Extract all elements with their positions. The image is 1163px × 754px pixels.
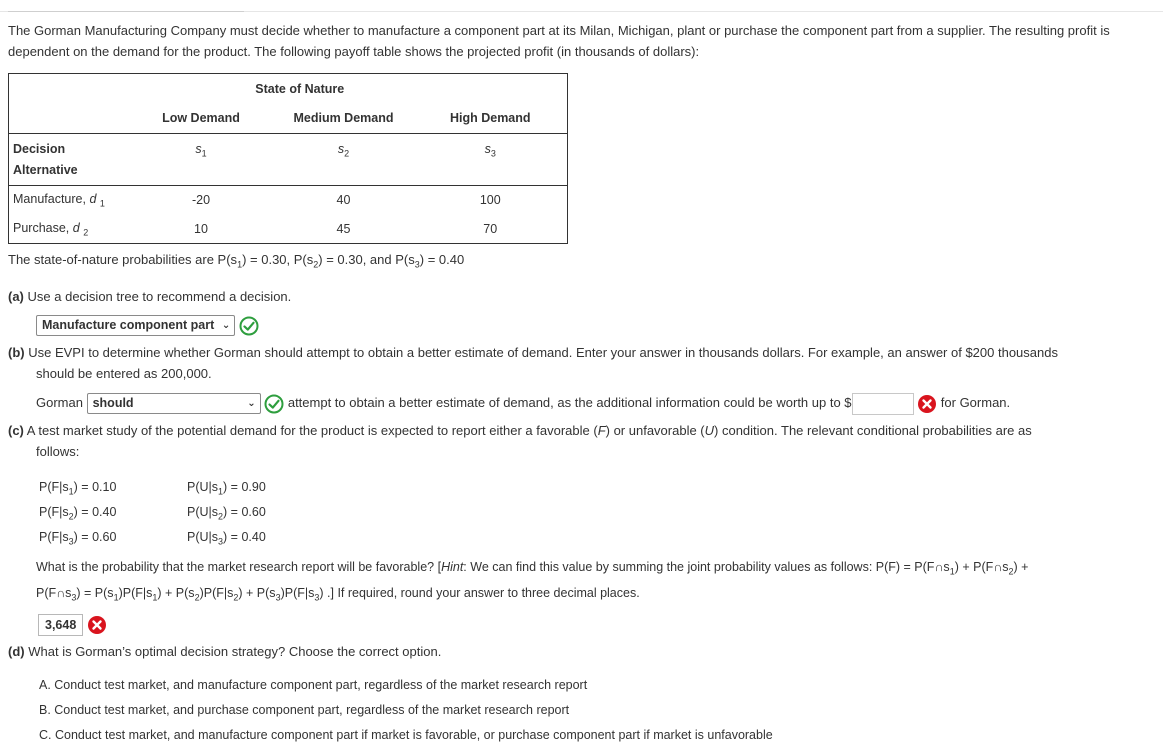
- part-a-question: (a) Use a decision tree to recommend a decision.: [8, 289, 292, 304]
- part-c-favorable-question: What is the probability that the market research report will be favorable? [Hint: We can find this value by summing the joint probability values as follows: $P(F) = P(F\cap s_1)$ + $P(F\cap s_2)$ + $P(F\cap s_3) = P(s_1)P(F|s_1) + P(s_2)P(F|s_2) + P(s_3)P(F|s_3)$ .] If required, round your answer to three decimal places.: [36, 560, 1029, 602]
- chevron-down-icon: ⌄: [221, 320, 231, 332]
- state-probabilities: The state-of-nature probabilities are $P(s_1) = 0.30$, $P(s_2) = 0.30$, and $P(s_3) = 0.40$: [8, 252, 465, 270]
- cell-d1-s1: -20: [191, 193, 211, 208]
- state-of-nature-header: State of Nature: [255, 81, 345, 96]
- cell-d1-s2: 40: [336, 193, 351, 208]
- part-d-question: (d) What is Gorman’s optimal decision strategy? Choose the correct option.: [8, 644, 442, 659]
- part-b-should-select[interactable]: should ⌄: [87, 393, 261, 414]
- evpi-input[interactable]: [852, 393, 914, 415]
- option-b[interactable]: B. Conduct test market, and purchase component part, regardless of the market research report: [39, 703, 570, 717]
- cell-d1-s3: 100: [479, 193, 501, 208]
- cell-d2-s1: 10: [194, 221, 208, 236]
- cond-prob-f-s3: $P(F|s_3) = 0.60$: [39, 530, 117, 547]
- part-a-decision-select[interactable]: Manufacture component part ⌄: [36, 315, 235, 336]
- incorrect-x-icon: [917, 394, 937, 414]
- row-label-purchase: Purchase, d $_2$: [13, 220, 89, 237]
- col-symbol-s2: $s_2$: [274, 134, 414, 186]
- part-c-answer-row: [38, 613, 107, 636]
- top-divider-tab: [8, 0, 244, 12]
- col-high-demand: High Demand: [414, 104, 568, 134]
- cond-prob-u-s2: $P(U|s_2) = 0.60$: [187, 505, 266, 522]
- part-a-answer-row: [36, 314, 259, 336]
- problem-intro: The Gorman Manufacturing Company must decide whether to manufacture a component part at its Milan, Michigan, plant or purchase the component part from a supplier. The resulting profit is dependent on the demand for the product. The following payoff table shows the projected profit (in thousands of dollars):: [8, 23, 1110, 59]
- correct-check-icon: [264, 394, 284, 414]
- part-c-question: (c) A test market study of the potential demand for the product is expected to report either a favorable (F) or unfavorable (U) condition. The relevant conditional probabilities are as follows:: [8, 423, 1032, 459]
- part-b-answer-row: Gorman should ⌄ attempt to obtain a better estimate of demand, as the additional information could be worth up to $ for Gorman.: [36, 392, 1010, 415]
- incorrect-x-icon: [87, 615, 107, 635]
- cond-prob-u-s3: $P(U|s_3) = 0.40$: [187, 530, 266, 547]
- favorable-probability-input[interactable]: 3,648: [38, 614, 83, 636]
- cond-prob-f-s2: $P(F|s_2) = 0.40$: [39, 505, 117, 522]
- payoff-table: [8, 73, 568, 244]
- col-symbol-s3: $s_3$: [414, 134, 568, 186]
- part-b-question: (b) Use EVPI to determine whether Gorman should attempt to obtain a better estimate of demand. Enter your answer in thousands dollars. For example, an answer of $200 thousands should be entered as 200,000.: [8, 345, 1058, 381]
- col-symbol-s1: $s_1$: [129, 134, 274, 186]
- cell-d2-s2: 45: [336, 221, 351, 236]
- col-low-demand: Low Demand: [129, 104, 274, 134]
- cond-prob-u-s1: $P(U|s_1) = 0.90$: [187, 480, 266, 497]
- row-label-manufacture: Manufacture, d $_1$: [13, 192, 105, 209]
- option-c[interactable]: C. Conduct test market, and manufacture component part if market is favorable, or purchase component part if market is unfavorable: [39, 728, 773, 742]
- cell-d2-s3: 70: [483, 221, 498, 236]
- chevron-down-icon: ⌄: [247, 398, 256, 410]
- decision-alternative-label: Decision Alternative: [9, 134, 129, 186]
- cond-prob-f-s1: $P(F|s_1) = 0.10$: [39, 480, 117, 497]
- col-medium-demand: Medium Demand: [274, 104, 414, 134]
- correct-check-icon: [239, 316, 259, 336]
- option-a[interactable]: A. Conduct test market, and manufacture component part, regardless of the market research report: [39, 678, 588, 692]
- top-divider: [0, 0, 1163, 12]
